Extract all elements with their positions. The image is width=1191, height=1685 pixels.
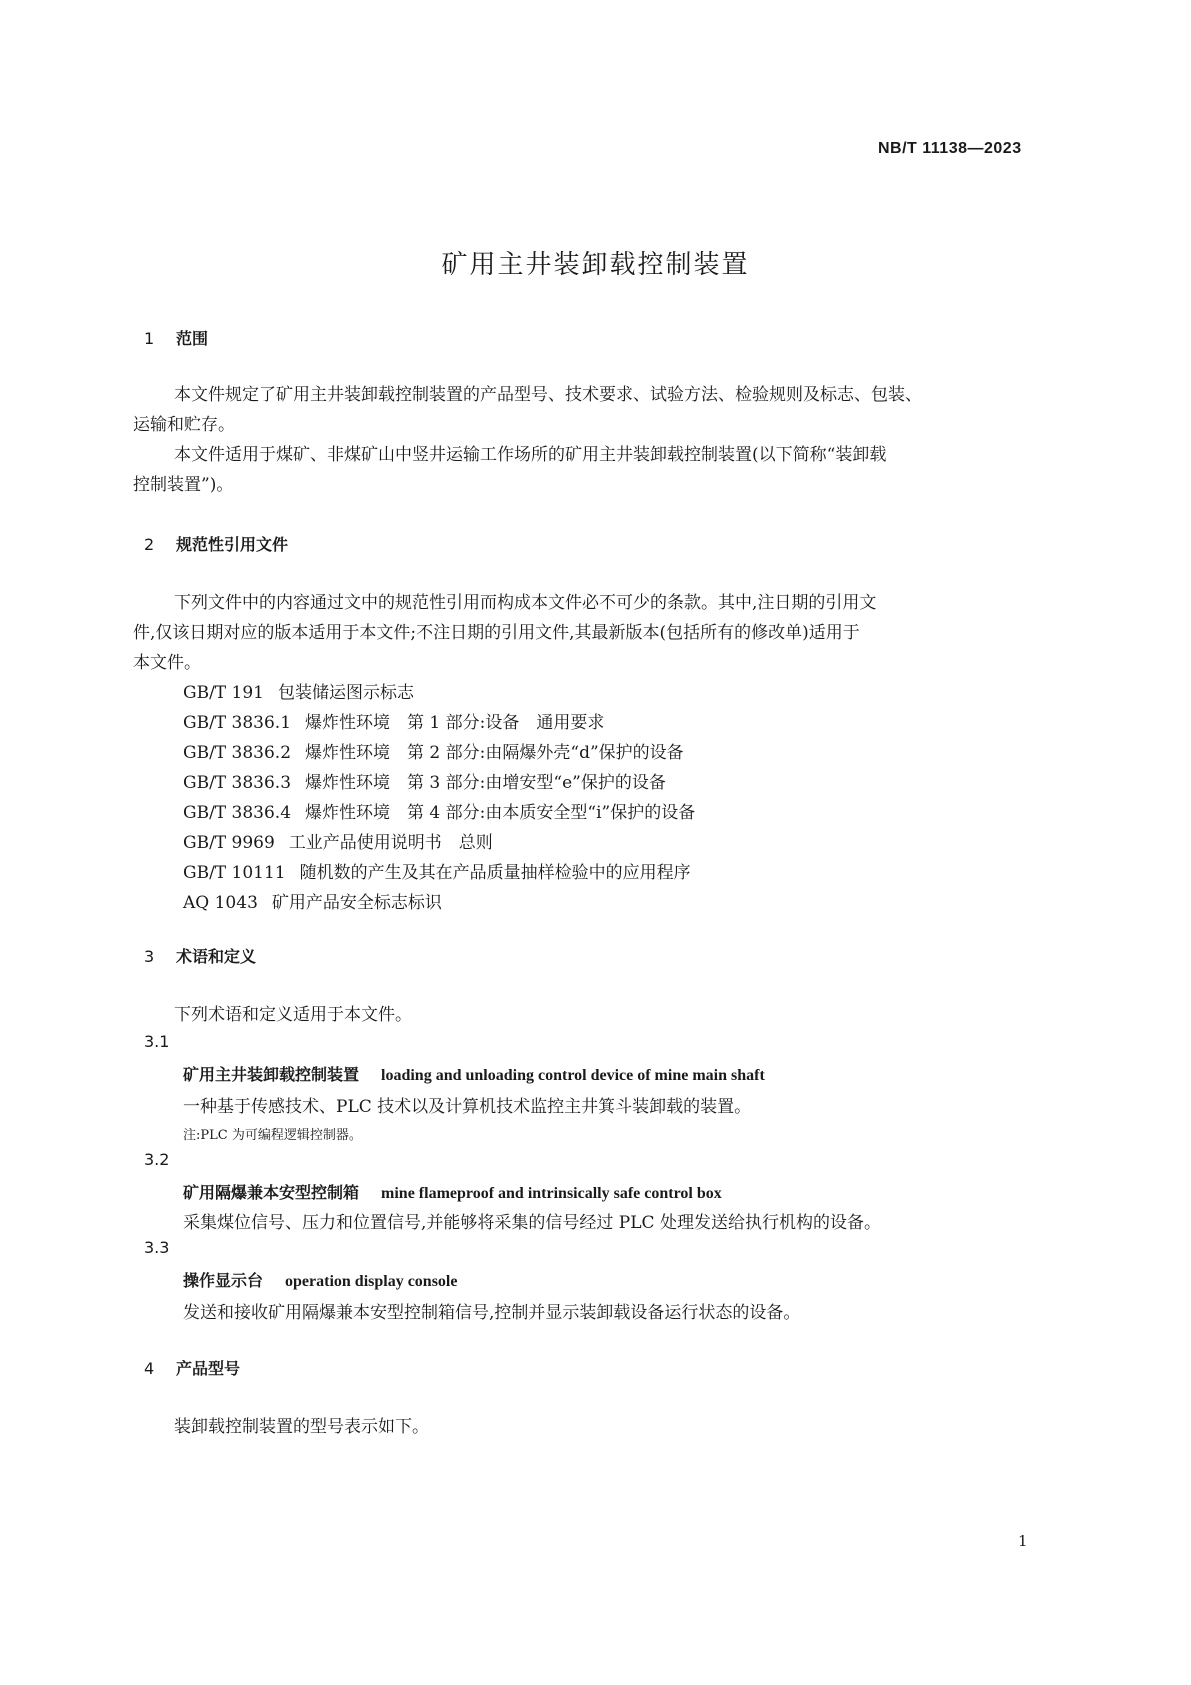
term-heading [183,1268,457,1291]
reference-title: 爆炸性环境 第 3 部分:由增安型“e”保护的设备 [305,773,666,793]
section-number: 3 [144,947,155,966]
page-number: 1 [1018,1532,1028,1550]
section-number: 4 [144,1359,155,1378]
section-2-heading [144,532,288,555]
paragraph-line: 控制装置”)。 [133,475,234,495]
section-number: 2 [144,535,155,554]
document-title: 矿用主井装卸载控制装置 [441,250,750,280]
section-title: 范围 [176,329,209,348]
term-heading [183,1062,765,1085]
section-4-heading [144,1356,240,1379]
reference-item [183,888,442,913]
reference-title: 工业产品使用说明书 总则 [288,833,493,853]
term-zh: 操作显示台 [183,1271,264,1290]
term-zh: 矿用隔爆兼本安型控制箱 [183,1183,360,1202]
term-definition: 采集煤位信号、压力和位置信号,并能够将采集的信号经过 PLC 处理发送给执行机构的设备。 [183,1213,881,1233]
paragraph-line: 本文件适用于煤矿、非煤矿山中竖井运输工作场所的矿用主井装卸载控制装置(以下简称“装卸载 [174,445,887,465]
term-number: 3.2 [144,1150,170,1169]
paragraph-line: 件,仅该日期对应的版本适用于本文件;不注日期的引用文件,其最新版本(包括所有的修改单)适用于 [133,623,860,643]
reference-title: 随机数的产生及其在产品质量抽样检验中的应用程序 [299,863,691,883]
reference-item [183,858,691,883]
reference-code: GB/T 3836.4 [183,803,292,823]
reference-item [183,708,604,733]
reference-code: GB/T 191 [183,683,264,703]
standard-code: NB/T 11138—2023 [878,140,1022,157]
reference-title: 爆炸性环境 第 2 部分:由隔爆外壳“d”保护的设备 [305,743,684,763]
term-en: mine flameproof and intrinsically safe control box [381,1185,722,1202]
reference-item [183,828,493,853]
reference-item [183,768,666,793]
paragraph-line: 本文件规定了矿用主井装卸载控制装置的产品型号、技术要求、试验方法、检验规则及标志、包装、 [174,385,922,405]
term-zh: 矿用主井装卸载控制装置 [183,1065,360,1084]
reference-code: GB/T 3836.2 [183,743,292,763]
section-1-heading [144,326,208,349]
section-number: 1 [144,329,155,348]
paragraph-line: 下列文件中的内容通过文中的规范性引用而构成本文件必不可少的条款。其中,注日期的引用文 [174,593,877,613]
reference-code: AQ 1043 [183,893,258,913]
paragraph-line: 下列术语和定义适用于本文件。 [174,1005,412,1025]
reference-title: 包装储运图示标志 [278,683,414,703]
term-note: 注:PLC 为可编程逻辑控制器。 [183,1128,362,1143]
term-heading [183,1180,722,1203]
reference-title: 爆炸性环境 第 4 部分:由本质安全型“i”保护的设备 [305,803,696,823]
reference-title: 爆炸性环境 第 1 部分:设备 通用要求 [305,713,605,733]
term-definition: 发送和接收矿用隔爆兼本安型控制箱信号,控制并显示装卸载设备运行状态的设备。 [183,1303,801,1323]
reference-item [183,678,414,703]
reference-code: GB/T 3836.3 [183,773,292,793]
reference-item [183,798,695,823]
term-number: 3.3 [144,1238,170,1257]
paragraph-line: 装卸载控制装置的型号表示如下。 [174,1417,429,1437]
term-en: operation display console [285,1273,458,1290]
reference-title: 矿用产品安全标志标识 [271,893,442,913]
reference-code: GB/T 10111 [183,863,286,883]
section-3-heading [144,944,256,967]
paragraph-line: 本文件。 [133,653,201,673]
term-definition: 一种基于传感技术、PLC 技术以及计算机技术监控主井箕斗装卸载的装置。 [183,1097,752,1117]
term-en: loading and unloading control device of mine main shaft [381,1067,765,1084]
reference-item [183,738,684,763]
reference-code: GB/T 3836.1 [183,713,292,733]
reference-code: GB/T 9969 [183,833,275,853]
term-number: 3.1 [144,1032,170,1051]
section-title: 产品型号 [176,1359,241,1378]
section-title: 术语和定义 [176,947,257,966]
section-title: 规范性引用文件 [176,535,289,554]
paragraph-line: 运输和贮存。 [133,415,235,435]
